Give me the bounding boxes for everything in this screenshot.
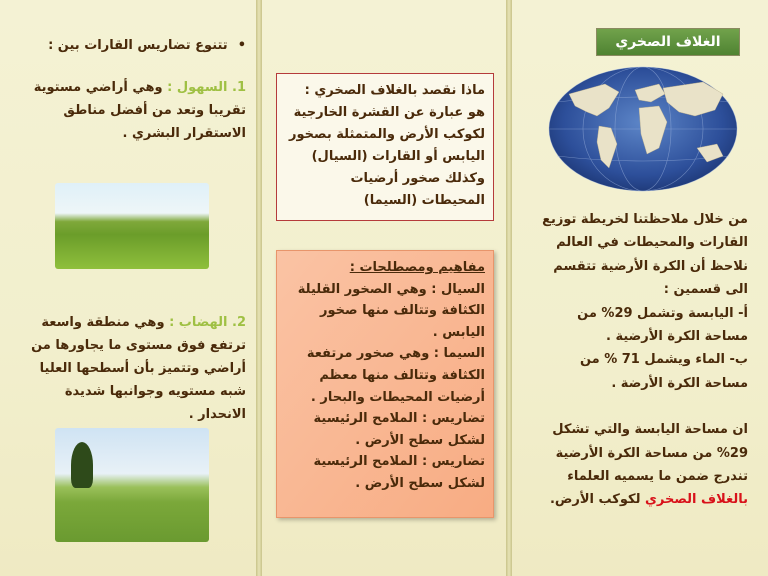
spacer [538, 395, 748, 418]
definition-question: ماذا نقصد بالغلاف الصخري : [304, 83, 485, 98]
plateaus-image [55, 428, 209, 542]
plains-term: السهول : [167, 80, 228, 95]
conclusion-start: ان مساحة اليابسة والتي تشكل 29% من مساحة الكرة الأرضية تندرج ضمن ما يسميه العلماء [552, 422, 748, 485]
section-title: الغلاف الصخري [596, 28, 740, 56]
plateaus-description: وهي منطقة واسعة ترتفع فوق مستوى ما يجاورها من أراضي وتتميز بأن أسطحها العليا شبه مستويه وجوانبها شديدة الانحدار . [31, 315, 246, 422]
intro-paragraph: من خلال ملاحظتنا لخريطة توزيع القارات والمحيطات في العالم نلاحظ أن الكرة الأرضية تتقسم الى قسمين : [542, 212, 748, 298]
water-percentage-item: ب- الماء ويشمل 71 % من مساحة الكرة الأرضة . [579, 352, 748, 391]
conclusion-paragraph [538, 418, 748, 512]
term-sial: السيال : وهي الصخور القليلة الكثافة وتتالف منها صخور اليابس . [297, 281, 485, 340]
land-percentage-item: أ- اليابسة وتشمل 29% من مساحة الكرة الأرضية . [577, 305, 748, 345]
conclusion-end: لكوكب الأرض. [549, 492, 641, 508]
world-globe-icon [547, 64, 739, 194]
definition-answer: هو عبارة عن القشرة الخارجية لكوكب الأرض والمتمثلة بصخور اليابس أو القارات (السيال) وكذلك صخور أرضيات المحيطات (السيما) [289, 105, 485, 208]
plateaus-number: 2. [232, 315, 246, 330]
definition-box [276, 73, 494, 221]
terms-title: مفاهيم ومصطلحات : [349, 260, 485, 275]
terms-box [276, 250, 494, 518]
plains-paragraph [14, 76, 246, 145]
plains-image [55, 183, 209, 269]
term-relief-repeat: تضاريس : الملامح الرئيسية لشكل سطح الأرض . [313, 454, 485, 491]
lithosphere-term: بالغلاف الصخري [645, 492, 748, 508]
term-sima: السيما : وهي صخور مرتفعة الكثافة وتتالف منها معظم أرضيات المحيطات والبحار . [306, 346, 485, 405]
plains-description: وهي أراضي مستوية تقريبا وتعد من أفضل مناطق الاستقرار البشري . [33, 80, 246, 141]
tree-icon [71, 442, 93, 488]
right-body-text [538, 208, 748, 512]
plateaus-term: الهضاب : [169, 315, 228, 330]
plains-number: 1. [232, 80, 246, 95]
bullet-icon: • [237, 38, 246, 53]
landforms-heading: •تتنوع تضاريس القارات بين : [48, 38, 246, 53]
plateaus-paragraph [14, 311, 246, 426]
term-relief: تضاريس : الملامح الرئيسية لشكل سطح الأرض . [313, 411, 485, 448]
